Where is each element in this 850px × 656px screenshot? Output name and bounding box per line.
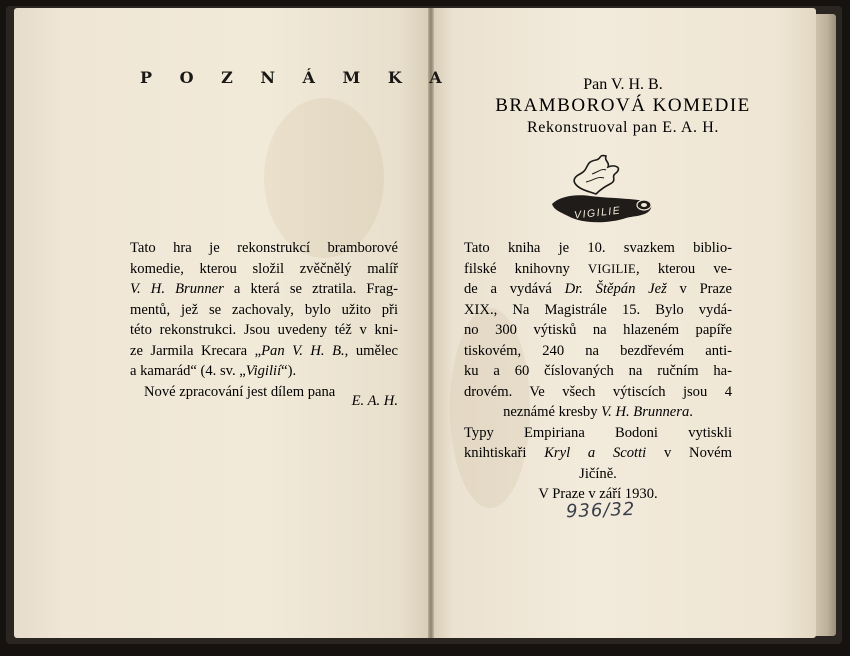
text-line [464, 443, 732, 464]
signature: E. A. H. [351, 393, 398, 409]
text-run: de a vydává [464, 281, 565, 297]
subtitle: Rekonstruoval pan E. A. H. [526, 119, 720, 136]
text-line [464, 300, 732, 321]
italic-text: Dr. Štěpán Jež [564, 281, 667, 297]
note-paragraph [130, 238, 398, 402]
italic-text: Vigilií [245, 363, 282, 379]
text-run: a která se ztratila. Frag- [223, 281, 399, 297]
text-run: VIGILIE [588, 261, 636, 276]
text-line [464, 361, 732, 382]
text-run: tiskovém, 240 na bezdřevém anti- [464, 342, 732, 359]
text-run: XIX., Na Magistrále 15. Bylo vydá- [464, 301, 732, 318]
text-run: V Praze v září 1930. [538, 486, 658, 502]
text-run: komedie, kterou složil zvěčnělý malíř [130, 260, 398, 277]
text-line [464, 259, 732, 280]
text-run: ku a 60 číslovaných na ručním ha- [464, 363, 732, 379]
text-line [130, 279, 398, 300]
text-run: Tato hra je rekonstrukcí bramborové [130, 240, 398, 256]
text-run: filské knihovny [464, 260, 589, 277]
text-run: Typy Empiriana Bodoni vytiskli [464, 424, 732, 441]
text-run: “). [281, 363, 297, 379]
text-run: v Praze [666, 281, 732, 297]
text-run: . [689, 404, 693, 420]
text-line [130, 259, 398, 280]
text-line [130, 320, 398, 341]
text-run: knihtiskaři [464, 445, 545, 461]
author-line: Pan V. H. B. [583, 76, 663, 93]
italic-text: Kryl a Scotti [544, 445, 647, 461]
text-line [464, 402, 732, 423]
text-run: , kterou ve- [635, 260, 732, 277]
text-run: této rekonstrukci. Jsou uvedeny též v kni- [130, 322, 398, 338]
handwritten-shelfmark: 936/32 [565, 498, 636, 523]
paper-stain [264, 98, 384, 258]
text-run: Tato kniha je 10. svazkem biblio- [464, 240, 732, 256]
text-run: drovém. Ve všech výtiscích jsou 4 [464, 383, 732, 400]
italic-text: V. H. Brunnera [601, 404, 690, 420]
text-line [464, 341, 732, 362]
italic-text: V. H. Brunner [130, 281, 224, 297]
text-line [464, 382, 732, 403]
text-run: , umělec [344, 342, 398, 359]
text-line [464, 279, 732, 300]
text-line [464, 464, 732, 485]
text-run: neznámé kresby [503, 404, 602, 420]
text-run: mentů, jež se zachovaly, bylo užito při [130, 301, 398, 318]
lamp-label: VIGILIE [573, 204, 622, 222]
text-line [130, 238, 398, 259]
text-line [464, 423, 732, 444]
italic-text: Pan V. H. B. [261, 342, 345, 359]
colophon-paragraph [464, 238, 732, 505]
text-run: Nové zpracování jest dílem pana [144, 383, 336, 400]
flame-smoke [574, 156, 618, 194]
page-heading: P O Z N Á M K A [140, 68, 453, 87]
text-run: a kamarád“ (4. sv. „ [130, 363, 246, 379]
text-line [464, 320, 732, 341]
page-edges [814, 14, 836, 636]
text-run: v Novém [646, 445, 732, 461]
book-title: BRAMBOROVÁ KOMEDIE [495, 95, 751, 116]
text-line [464, 238, 732, 259]
text-run: Jičíně. [579, 465, 617, 482]
text-line [130, 341, 398, 362]
text-run: ze Jarmila Krecara „ [130, 342, 262, 359]
text-run: no 300 výtisků na hlazeném papíře [464, 322, 732, 338]
text-line [130, 361, 398, 382]
text-line [130, 300, 398, 321]
vigilie-lamp-logo [546, 152, 658, 228]
